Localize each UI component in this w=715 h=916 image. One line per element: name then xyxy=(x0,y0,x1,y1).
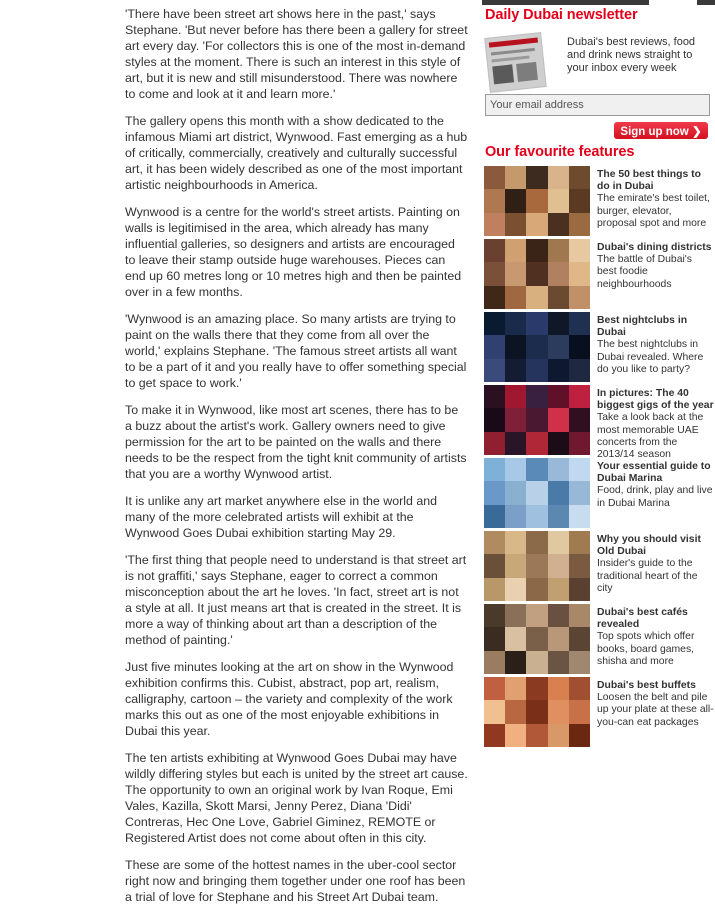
feature-description: Top spots which offer books, board games, shisha and more xyxy=(597,631,695,667)
thumbnail-tile xyxy=(569,312,590,335)
feature-item[interactable] xyxy=(484,677,712,747)
article-paragraph: The ten artists exhibiting at Wynwood Goes Dubai may have wildly differing styles but each is united by the street art cause. The opportunity to own an original work by Ivan Roque, Emi Vales, Kazilla, Skott Marsi, Jenny Perez, Diana 'Didi' Contreras, Hec One Love, Gabriel Giminez, REMOTE or Registered Artist does not come about often in this city. xyxy=(125,751,468,845)
article-paragraph: 'Wynwood is an amazing place. So many artists are trying to paint on the walls there that they come from all over the world,' explains Stephane. 'The famous street artists all want to be a part of it and you really have to offer something special to get space to work.' xyxy=(125,312,467,390)
thumbnail-tile xyxy=(569,189,590,212)
thumbnail-tile xyxy=(569,408,590,431)
newsletter-preview-image xyxy=(484,32,546,93)
thumbnail-tile xyxy=(505,604,526,627)
article-paragraph: It is unlike any art market anywhere else in the world and many of the more celebrated artists will exhibit at the Wynwood Goes Dubai exhibition starting May 29. xyxy=(125,494,437,540)
thumbnail-tile xyxy=(505,359,526,382)
feature-description: Loosen the belt and pile up your plate at these all-you-can eat packages xyxy=(597,692,714,728)
thumbnail-tile xyxy=(526,189,547,212)
feature-thumbnail[interactable] xyxy=(484,458,590,528)
feature-thumbnail[interactable] xyxy=(484,385,590,455)
thumbnail-tile xyxy=(484,505,505,528)
thumbnail-tile xyxy=(484,239,505,262)
feature-thumbnail[interactable] xyxy=(484,312,590,382)
thumbnail-tile xyxy=(548,554,569,577)
feature-item[interactable] xyxy=(484,166,712,236)
thumbnail-tile xyxy=(484,651,505,674)
thumbnail-tile xyxy=(569,458,590,481)
newsletter-preview-line xyxy=(492,56,530,63)
top-bar-gap xyxy=(649,0,697,5)
feature-description: The battle of Dubai's best foodie neighbourhoods xyxy=(597,254,692,290)
feature-description: Insider's guide to the traditional heart of the city xyxy=(597,558,698,594)
thumbnail-tile xyxy=(569,481,590,504)
thumbnail-tile xyxy=(548,578,569,601)
newsletter-title: Daily Dubai newsletter xyxy=(485,7,638,23)
thumbnail-tile xyxy=(505,458,526,481)
feature-title-link[interactable]: Dubai's best cafés revealed xyxy=(597,607,688,631)
thumbnail-tile xyxy=(548,335,569,358)
thumbnail-tile xyxy=(569,724,590,747)
feature-title-link[interactable]: Your essential guide to Dubai Marina xyxy=(597,461,711,485)
thumbnail-tile xyxy=(505,651,526,674)
feature-text xyxy=(597,607,714,668)
thumbnail-tile xyxy=(569,239,590,262)
thumbnail-tile xyxy=(505,408,526,431)
thumbnail-tile xyxy=(526,432,547,455)
thumbnail-tile xyxy=(548,604,569,627)
thumbnail-tile xyxy=(484,312,505,335)
thumbnail-tile xyxy=(526,604,547,627)
thumbnail-tile xyxy=(548,385,569,408)
thumbnail-tile xyxy=(548,166,569,189)
thumbnail-tile xyxy=(526,213,547,236)
thumbnail-tile xyxy=(505,385,526,408)
feature-description: Take a look back at the most memorable UAE concerts from the 2013/14 season xyxy=(597,412,704,461)
thumbnail-tile xyxy=(548,359,569,382)
thumbnail-tile xyxy=(548,651,569,674)
thumbnail-tile xyxy=(526,408,547,431)
thumbnail-tile xyxy=(526,724,547,747)
thumbnail-tile xyxy=(505,189,526,212)
thumbnail-tile xyxy=(505,554,526,577)
feature-title-link[interactable]: Dubai's dining districts xyxy=(597,242,712,253)
article-paragraph: These are some of the hottest names in the uber-cool sector right now and bringing them together under one roof has been a trial of love for Stephane and his Street Art Dubai team. xyxy=(125,858,466,904)
thumbnail-tile xyxy=(548,239,569,262)
thumbnail-tile xyxy=(569,286,590,309)
thumbnail-tile xyxy=(484,604,505,627)
feature-text xyxy=(597,169,714,230)
newsletter-preview-block xyxy=(516,62,538,82)
thumbnail-tile xyxy=(548,189,569,212)
thumbnail-tile xyxy=(569,531,590,554)
sidebar-top-bar xyxy=(482,0,715,5)
thumbnail-tile xyxy=(505,505,526,528)
thumbnail-tile xyxy=(526,385,547,408)
thumbnail-tile xyxy=(548,531,569,554)
feature-title-link[interactable]: Best nightclubs in Dubai xyxy=(597,315,688,339)
thumbnail-tile xyxy=(484,262,505,285)
thumbnail-tile xyxy=(526,359,547,382)
article-paragraph: Wynwood is a centre for the world's street artists. Painting on walls is legitimised in the area, which already has many influential galleries, so designers and artists are encouraged to leave their stamp outside huge warehouses. Pieces can end up 60 metres long or 10 metres high and then be painted over in a few months. xyxy=(125,205,462,299)
thumbnail-tile xyxy=(548,213,569,236)
thumbnail-tile xyxy=(526,312,547,335)
thumbnail-tile xyxy=(505,213,526,236)
thumbnail-tile xyxy=(484,481,505,504)
thumbnail-tile xyxy=(526,335,547,358)
thumbnail-tile xyxy=(526,651,547,674)
thumbnail-tile xyxy=(526,554,547,577)
thumbnail-tile xyxy=(526,481,547,504)
thumbnail-tile xyxy=(526,700,547,723)
thumbnail-tile xyxy=(505,481,526,504)
thumbnail-tile xyxy=(569,604,590,627)
thumbnail-tile xyxy=(569,627,590,650)
thumbnail-tile xyxy=(569,166,590,189)
thumbnail-tile xyxy=(505,262,526,285)
thumbnail-tile xyxy=(484,627,505,650)
article-paragraph: To make it in Wynwood, like most art scenes, there has to be a buzz about the artist's work. Gallery owners need to give permission for the art to be painted on the walls and there needs to be the respect from the tight knit community of artists that you are a worthy Wynwood artist. xyxy=(125,403,467,481)
feature-item[interactable] xyxy=(484,531,712,601)
feature-item[interactable] xyxy=(484,239,712,309)
article-paragraph: The gallery opens this month with a show dedicated to the infamous Miami art district, Wynwood. Fast emerging as a hub of critically, commercially, creatively and culturally successful art, it has been widely described as one of the most important artistic neighbourhoods in America. xyxy=(125,114,468,192)
thumbnail-tile xyxy=(548,286,569,309)
thumbnail-tile xyxy=(484,408,505,431)
thumbnail-tile xyxy=(548,432,569,455)
feature-item[interactable] xyxy=(484,312,712,382)
thumbnail-tile xyxy=(526,239,547,262)
feature-description: Food, drink, play and live in Dubai Marina xyxy=(597,485,713,509)
thumbnail-tile xyxy=(526,166,547,189)
article-paragraph: 'The first thing that people need to understand is that street art is not graffiti,' says Stephane, eager to correct a common misconception about the art he loves. 'In fact, street art is not a style at all. It just means art that is created in the street. It is more a way of thinking about art than a description of the method of painting.' xyxy=(125,553,467,647)
thumbnail-tile xyxy=(505,239,526,262)
thumbnail-tile xyxy=(484,531,505,554)
thumbnail-tile xyxy=(484,578,505,601)
thumbnail-tile xyxy=(569,432,590,455)
feature-text xyxy=(597,242,714,291)
thumbnail-tile xyxy=(484,359,505,382)
newsletter-description: Dubai's best reviews, food and drink news straight to your inbox every week xyxy=(567,36,696,74)
thumbnail-tile xyxy=(569,700,590,723)
feature-text xyxy=(597,461,714,510)
thumbnail-tile xyxy=(548,481,569,504)
feature-title-link[interactable]: In pictures: The 40 biggest gigs of the year xyxy=(597,388,714,412)
thumbnail-tile xyxy=(548,408,569,431)
thumbnail-tile xyxy=(484,189,505,212)
thumbnail-tile xyxy=(569,359,590,382)
feature-item[interactable] xyxy=(484,604,712,674)
feature-thumbnail[interactable] xyxy=(484,677,590,747)
thumbnail-tile xyxy=(526,578,547,601)
feature-text xyxy=(597,315,714,376)
thumbnail-tile xyxy=(484,335,505,358)
thumbnail-tile xyxy=(484,213,505,236)
thumbnail-tile xyxy=(569,677,590,700)
thumbnail-tile xyxy=(505,312,526,335)
thumbnail-tile xyxy=(526,505,547,528)
feature-thumbnail[interactable] xyxy=(484,604,590,674)
features-title: Our favourite features xyxy=(485,144,635,160)
thumbnail-tile xyxy=(484,166,505,189)
thumbnail-tile xyxy=(505,531,526,554)
feature-title-link[interactable]: Dubai's best buffets xyxy=(597,680,696,691)
thumbnail-tile xyxy=(484,432,505,455)
thumbnail-tile xyxy=(526,458,547,481)
thumbnail-tile xyxy=(505,166,526,189)
thumbnail-tile xyxy=(505,335,526,358)
email-input[interactable] xyxy=(485,94,710,116)
feature-title-link[interactable]: Why you should visit Old Dubai xyxy=(597,534,701,558)
thumbnail-tile xyxy=(548,262,569,285)
thumbnail-tile xyxy=(548,312,569,335)
thumbnail-tile xyxy=(526,531,547,554)
thumbnail-tile xyxy=(505,700,526,723)
thumbnail-tile xyxy=(569,335,590,358)
thumbnail-tile xyxy=(505,724,526,747)
thumbnail-tile xyxy=(548,700,569,723)
thumbnail-tile xyxy=(569,651,590,674)
feature-thumbnail[interactable] xyxy=(484,239,590,309)
thumbnail-tile xyxy=(548,677,569,700)
thumbnail-tile xyxy=(548,627,569,650)
thumbnail-tile xyxy=(569,385,590,408)
thumbnail-tile xyxy=(569,262,590,285)
thumbnail-tile xyxy=(526,286,547,309)
thumbnail-tile xyxy=(505,286,526,309)
thumbnail-tile xyxy=(505,677,526,700)
thumbnail-tile xyxy=(505,627,526,650)
thumbnail-tile xyxy=(548,724,569,747)
feature-text xyxy=(597,680,714,729)
sign-up-button[interactable]: Sign up now ❯ xyxy=(614,122,708,139)
thumbnail-tile xyxy=(505,578,526,601)
feature-title-link[interactable]: The 50 best things to do in Dubai xyxy=(597,169,701,193)
thumbnail-tile xyxy=(569,578,590,601)
thumbnail-tile xyxy=(484,385,505,408)
thumbnail-tile xyxy=(484,458,505,481)
feature-text xyxy=(597,388,714,461)
newsletter-preview-header xyxy=(489,38,538,48)
feature-item[interactable] xyxy=(484,458,712,528)
thumbnail-tile xyxy=(484,677,505,700)
article-paragraph: Just five minutes looking at the art on show in the Wynwood exhibition confirms this. Cubist, abstract, pop art, realism, calligraphy, cartoon – the variety and complexity of the work marks this out as one of the most enjoyable exhibitions in Dubai this year. xyxy=(125,660,454,738)
newsletter-preview-line xyxy=(491,48,535,56)
thumbnail-tile xyxy=(484,700,505,723)
feature-thumbnail[interactable] xyxy=(484,166,590,236)
article-body xyxy=(125,6,468,916)
thumbnail-tile xyxy=(484,286,505,309)
feature-text xyxy=(597,534,714,595)
thumbnail-tile xyxy=(569,505,590,528)
newsletter-preview-block xyxy=(492,64,514,84)
thumbnail-tile xyxy=(526,677,547,700)
feature-item[interactable] xyxy=(484,385,714,461)
feature-thumbnail[interactable] xyxy=(484,531,590,601)
thumbnail-tile xyxy=(569,213,590,236)
thumbnail-tile xyxy=(484,554,505,577)
feature-description: The best nightclubs in Dubai revealed. Where do you like to party? xyxy=(597,339,704,375)
thumbnail-tile xyxy=(526,262,547,285)
thumbnail-tile xyxy=(505,432,526,455)
feature-description: The emirate's best toilet, burger, elevator, proposal spot and more xyxy=(597,193,710,229)
thumbnail-tile xyxy=(484,724,505,747)
thumbnail-tile xyxy=(569,554,590,577)
thumbnail-tile xyxy=(548,458,569,481)
article-paragraph: 'There have been street art shows here in the past,' says Stephane. 'But never before has there been a gallery for street art every day. 'For collectors this is one of the most in-demand styles at the moment. There is such an interest in this style of art, but it is new and still misunderstood. There was nowhere to come and look at it and learn more.' xyxy=(125,7,468,101)
thumbnail-tile xyxy=(526,627,547,650)
thumbnail-tile xyxy=(548,505,569,528)
